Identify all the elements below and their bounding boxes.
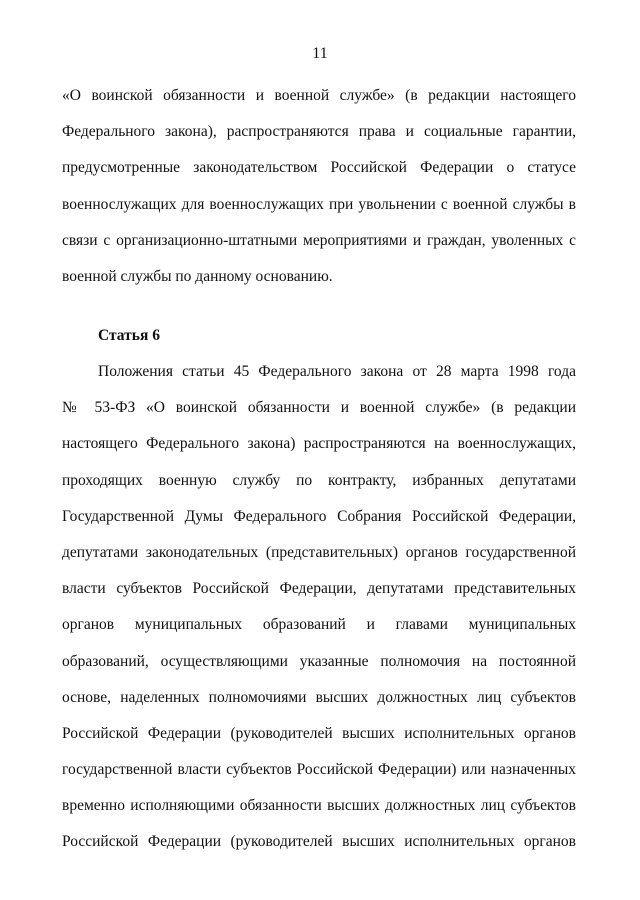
paragraph-continuation	[62, 86, 576, 303]
text-line: Положения статьи 45 Федерального закона от 28 марта 1998 года	[98, 363, 576, 380]
article-heading: Статья 6	[98, 327, 160, 344]
text-line: органов муниципальных образований и главами муниципальных	[62, 616, 576, 634]
text-line: временно исполняющими обязанности высших должностных лиц субъектов	[62, 797, 576, 815]
text-line: Российской Федерации (руководителей высших исполнительных органов	[62, 724, 576, 742]
text-line: связи с организационно-штатными мероприятиями и граждан, уволенных с	[62, 231, 576, 249]
text-line: Федерального закона), распространяются права и социальные гарантии,	[62, 123, 576, 141]
text-line: предусмотренные законодательством Российской Федерации о статусе	[62, 159, 576, 177]
text-line: государственной власти субъектов Российской Федерации) или назначенных	[62, 761, 576, 779]
text-line: военной службы по данному основанию.	[62, 267, 333, 285]
text-line: «О воинской обязанности и военной службе» (в редакции настоящего	[62, 87, 576, 104]
text-line: Российской Федерации (руководителей высших исполнительных органов	[62, 833, 576, 851]
text-line: основе, наделенных полномочиями высших должностных лиц субъектов	[62, 688, 576, 706]
article-paragraph	[62, 362, 576, 869]
text-line: образований, осуществляющими указанные полномочия на постоянной	[62, 652, 576, 670]
text-line: настоящего Федерального закона) распространяются на военнослужащих,	[62, 435, 576, 453]
text-line: проходящих военную службу по контракту, избранных депутатами	[62, 471, 576, 489]
text-line: военнослужащих для военнослужащих при увольнении с военной службы в	[62, 195, 576, 213]
text-line: депутатами законодательных (представительных) органов государственной	[62, 543, 576, 561]
text-line: Государственной Думы Федерального Собрания Российской Федерации,	[62, 507, 576, 525]
text-line: № 53-ФЗ «О воинской обязанности и военной службе» (в редакции	[62, 399, 576, 417]
text-line: власти субъектов Российской Федерации, депутатами представительных	[62, 580, 576, 598]
page-number: 11	[312, 45, 328, 62]
